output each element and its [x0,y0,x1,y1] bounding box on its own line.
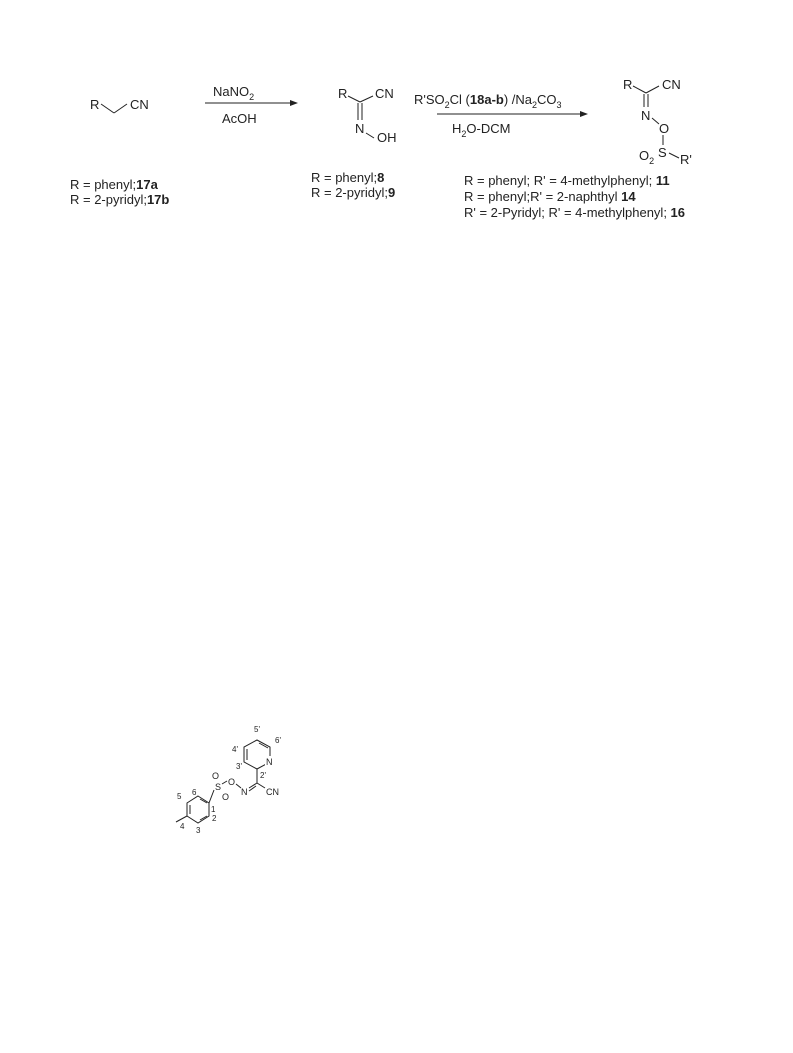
legend-text: R' = 2-Pyridyl; R' = 4-methylphenyl; [464,205,671,220]
oxime-structure [338,86,397,145]
oxime-legend-row-1 [311,170,384,186]
product-o2-label: $O_2$ [639,148,655,166]
legend-text: R = phenyl; R' = 4-methylphenyl; [464,173,656,188]
legend-text: R = phenyl;R' = 2-naphthyl [464,189,622,204]
locant-4prime: 4' [232,745,238,754]
legend-text: R = phenyl; [311,170,378,185]
sulfonyl-o-top-label: O [212,771,220,781]
sulfonyl-o-bottom-label: O [222,792,230,802]
oxime-r-label: R [338,86,348,101]
start-cn-label: CN [130,97,149,112]
oxime-oh-label: OH [377,130,397,145]
locant-3prime: 3' [236,762,242,771]
locant-3: 3 [196,826,201,835]
step1-reagent-top: NaNO$_2$ [213,84,255,102]
locant-1: 1 [211,805,216,814]
product-s-label: S [658,145,667,160]
compound-code: 17b [146,192,170,207]
locant-5prime: 5' [254,725,260,734]
start-r-label: R [90,97,100,112]
pyridine-n-label: N [266,757,273,767]
locant-2: 2 [212,814,217,823]
legend-text: R = 2-pyridyl; [311,185,388,200]
locant-5: 5 [177,792,182,801]
step1-reagent-bottom: AcOH [222,111,257,126]
oxime-cn-label: CN [375,86,394,101]
imine-n-label: N [241,787,248,797]
compound-code: 11 [655,173,670,188]
product-legend-row-1 [464,173,670,189]
product-o-label: O [659,121,670,136]
legend-text: R = 2-pyridyl; [70,192,147,207]
product-r-label: R [623,77,633,92]
locant-2prime: 2' [260,771,266,780]
step2-reagent-bottom: $H_2O$-DCM [452,121,511,139]
legend-text: R = phenyl; [70,177,137,192]
compound-code: 14 [621,189,636,204]
locant-6: 6 [192,788,197,797]
sulfur-label: S [215,782,222,792]
product-cn-label: CN [662,77,681,92]
compound-code: 16 [670,205,686,220]
locant-6prime: 6' [275,736,281,745]
product-legend-row-2 [464,189,636,205]
compound-code: 8 [377,170,385,185]
compound-code: 9 [387,185,396,200]
oxime-n-label: N [355,121,365,136]
nitrile-cn-label: CN [266,787,279,797]
start-legend-row-2 [70,192,169,208]
start-legend-row-1 [70,177,158,193]
locant-4: 4 [180,822,185,831]
compound-16-structure [176,725,281,835]
reaction-arrow-1 [205,84,298,126]
product-structure [623,77,692,167]
oxime-o-label: O [228,777,236,787]
product-n-label: N [641,108,651,123]
product-rprime-label: R' [680,152,692,167]
oxime-legend-row-2 [311,185,395,201]
compound-code: 17a [136,177,158,192]
product-legend-row-3 [464,205,685,221]
reaction-arrow-2 [414,92,588,139]
step2-reagent-top: $R'SO_2Cl$ (18a-b) $/Na_2CO_3$ [414,92,562,110]
starting-nitrile-structure [90,97,149,113]
